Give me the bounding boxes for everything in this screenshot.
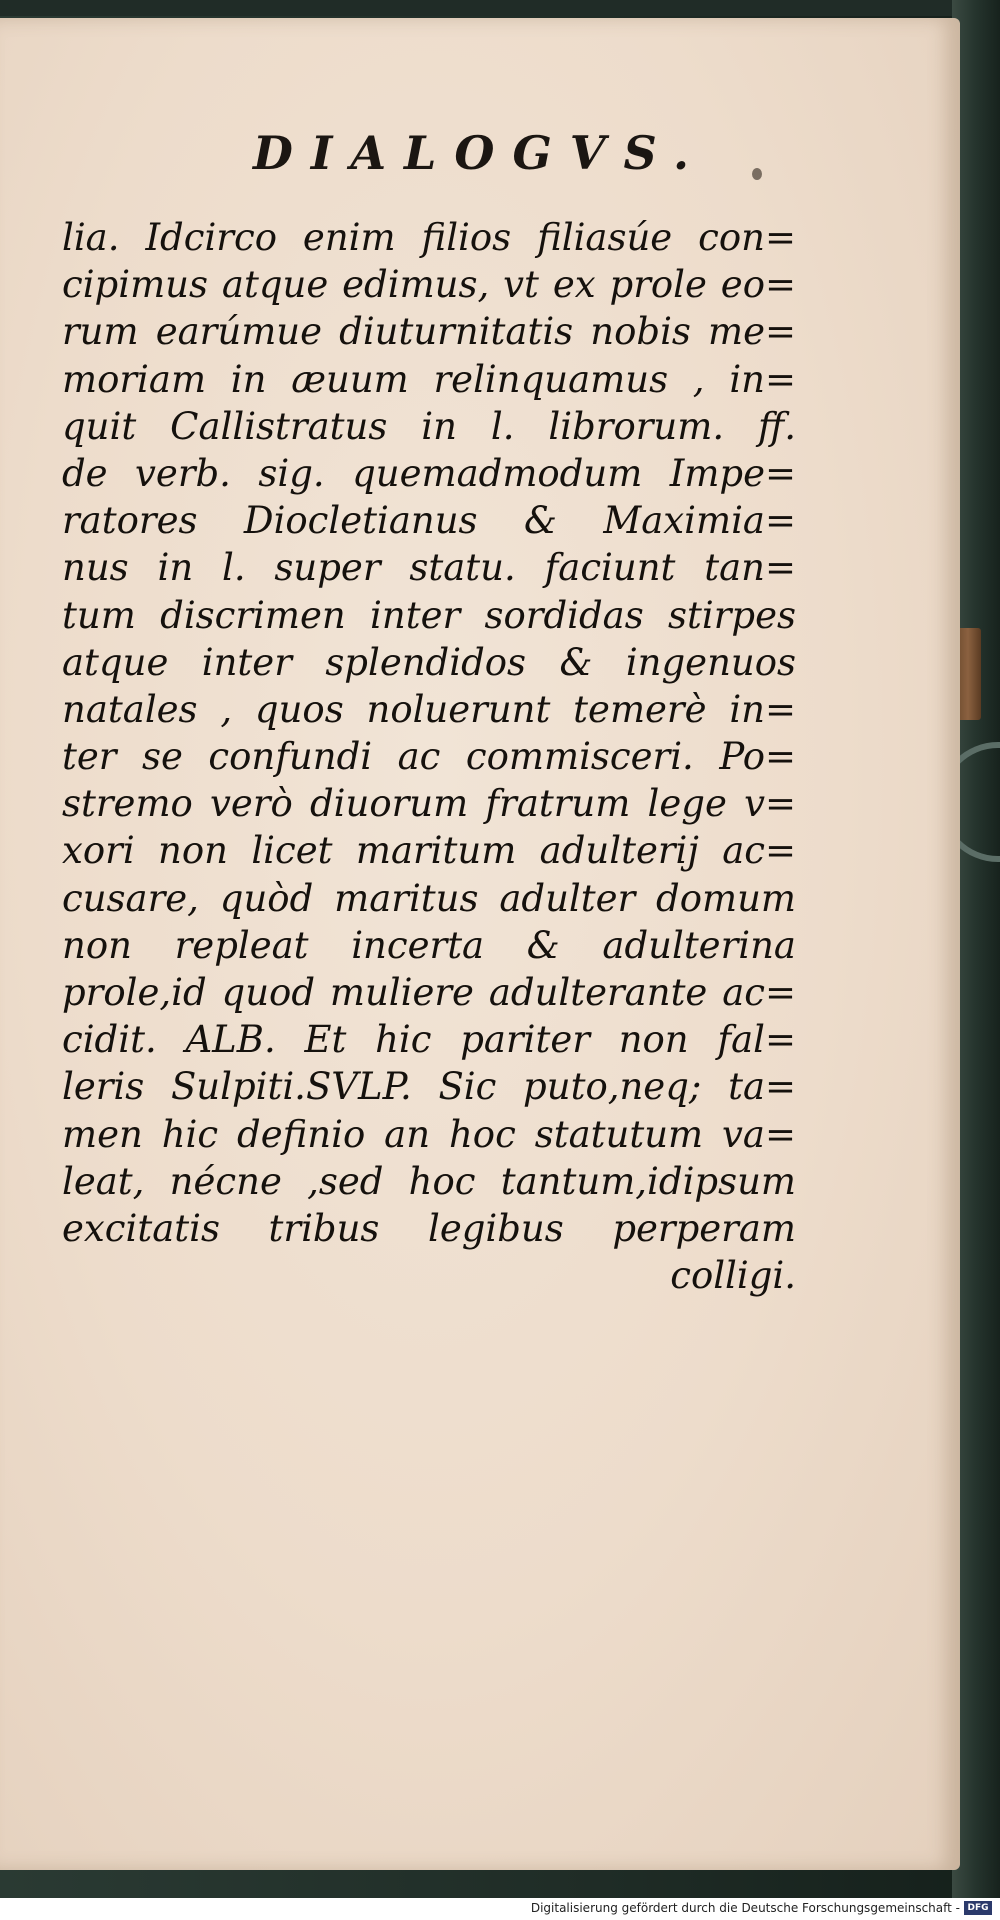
running-head: DIALOGVS. (252, 126, 708, 180)
text-line: rum earúmue diuturnitatis nobis me= (62, 310, 796, 354)
text-line: non repleat incerta & adulterina (62, 923, 796, 967)
text-line: moriam in æuum relinquamus , in= (62, 357, 796, 401)
ink-speck (752, 168, 762, 180)
text-line: xori non licet maritum adulterij ac= (62, 829, 796, 873)
text-line: ratores Diocletianus & Maximia= (62, 499, 796, 543)
text-line: ter se confundi ac commisceri. Po= (62, 735, 796, 779)
text-line: de verb. sig. quemadmodum Impe= (62, 451, 796, 495)
digitization-credit: Digitalisierung gefördert durch die Deutsche Forschungsgemeinschaft - (530, 1901, 960, 1915)
text-line: lia. Idcirco enim filios filiasúe con= (62, 216, 796, 259)
text-line: leris Sulpiti.SVLP. Sic puto,neq; ta= (62, 1065, 796, 1109)
text-line: cipimus atque edimus, vt ex prole eo= (62, 263, 796, 307)
text-line-catchword: colligi. (670, 1254, 796, 1298)
book-page (0, 18, 960, 1870)
body-text (62, 214, 796, 1299)
text-line: natales , quos noluerunt temerè in= (62, 687, 796, 731)
text-line: men hic definio an hoc statutum va= (62, 1112, 796, 1156)
top-book-edge (0, 0, 1000, 16)
text-line: nus in l. super statu. faciunt tan= (62, 546, 796, 590)
text-line: prole,id quod muliere adulterante ac= (62, 971, 796, 1014)
text-line: cusare, quòd maritus adulter domum (62, 876, 796, 920)
text-line: excitatis tribus legibus perperam (62, 1206, 796, 1250)
text-line: quit Callistratus in l. librorum. ff. (62, 404, 796, 448)
text-line: cidit. ALB. Et hic pariter non fal= (62, 1018, 796, 1062)
text-line: atque inter splendidos & ingenuos (62, 640, 796, 684)
text-line: stremo verò diuorum fratrum lege v= (62, 782, 796, 826)
dfg-logo: DFG (964, 1901, 992, 1915)
text-line: leat, nécne ,sed hoc tantum,idipsum (62, 1159, 796, 1203)
text-line: tum discrimen inter sordidas stirpes (62, 593, 796, 637)
